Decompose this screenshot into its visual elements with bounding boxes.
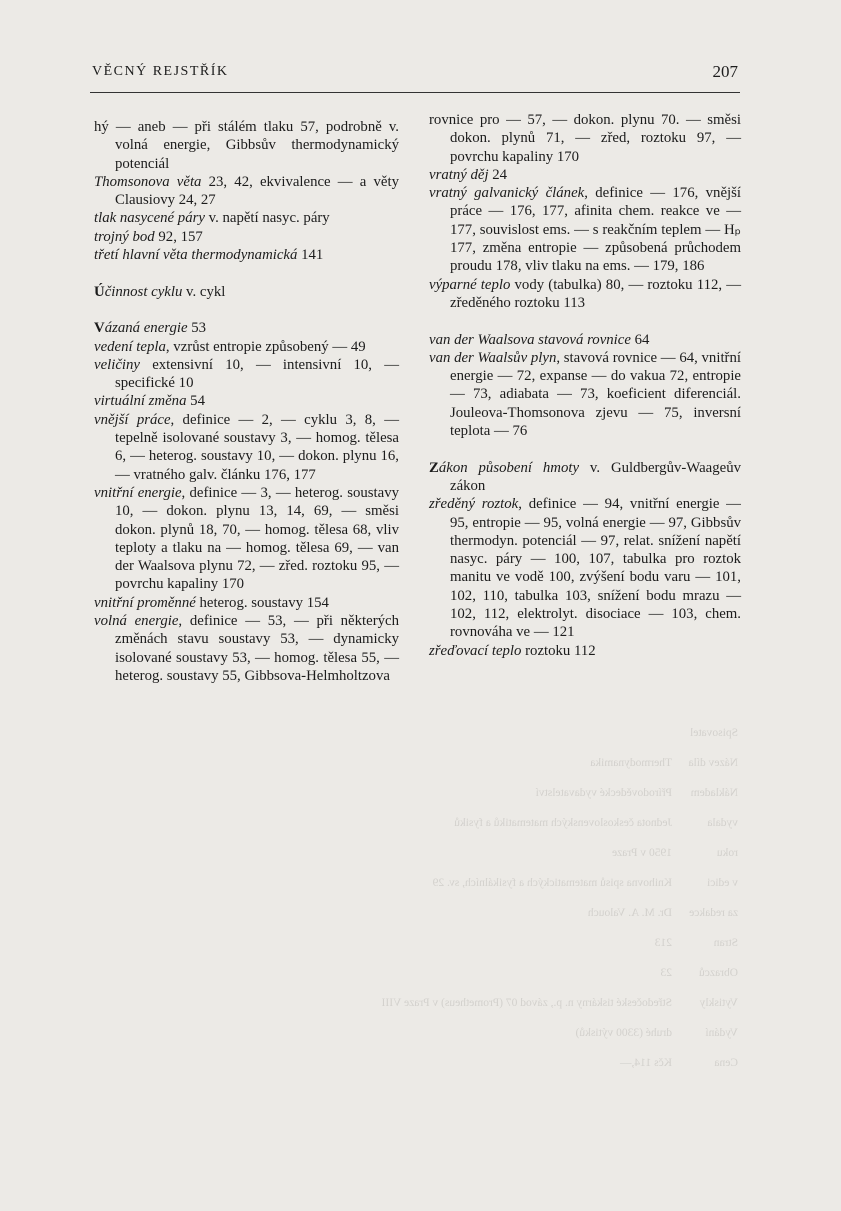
index-locators: , definice — 94, vnitřní energie — 95, entropie — 95, volná energie — 97, Gibbsův thermodyn. potenciál — 97, relat. snížení napětí nasyc. páry — 100, 107, tabulka pro roztok manitu ve vodě 100, zvýšení bodu varu — 101, 102, 110, tabulka 103, snížení bodu mrazu — 102, 112, elektrolyt. disociace — 103, chem. rovnováha ve — 121 xyxy=(450,496,741,641)
index-term: tlak nasycené páry xyxy=(94,210,205,227)
imprint-label: Nákladem xyxy=(690,787,738,799)
index-term: zřeďovací teplo xyxy=(429,642,522,659)
index-locators: 23, 42, ekvivalence — a věty Clausiovy 24, 27 xyxy=(115,173,399,209)
imprint-row xyxy=(438,718,738,748)
index-locators: , definice — 2, — cyklu 3, 8, — tepelně isolované soustavy 3, — homog. tělesa 6, — heterog. soustavy 10, — dokon. plynu 16, — vratného galv. článku 176, 177 xyxy=(115,411,400,483)
index-entry xyxy=(94,484,399,594)
index-entry xyxy=(429,331,741,349)
entry-gap xyxy=(94,301,399,319)
index-term: ákon působení hmoty xyxy=(438,459,580,476)
imprint-label: v edici xyxy=(707,877,738,889)
index-entry xyxy=(94,411,399,484)
index-entry xyxy=(429,349,741,440)
index-locators: , vzrůst entropie způsobený — 49 xyxy=(165,338,366,355)
index-locators: v. napětí nasyc. páry xyxy=(204,210,330,227)
index-entry xyxy=(429,495,741,641)
running-head: VĚCNÝ REJSTŘÍK xyxy=(92,64,229,79)
imprint-value: Knihovna spisů matematických a fysikálních, sv. 29 xyxy=(432,877,672,889)
index-term: vratný galvanický článek xyxy=(429,185,585,202)
index-entry xyxy=(429,459,741,496)
index-term: van der Waalsova stavová rovnice xyxy=(429,331,631,348)
entry-gap xyxy=(429,440,741,458)
index-term: vnitřní proměnné xyxy=(94,594,196,611)
header-rule xyxy=(90,92,740,93)
imprint-row xyxy=(438,958,738,988)
imprint-row xyxy=(438,778,738,808)
imprint-value: druhé (3300 výtisků) xyxy=(575,1027,672,1039)
imprint-row xyxy=(438,748,738,778)
imprint-value: Jednota československých matematiků a fysiků xyxy=(454,817,672,829)
index-locators: 64 xyxy=(630,331,650,348)
section-initial: Ú xyxy=(94,283,105,300)
index-entry xyxy=(429,111,741,166)
index-locators: , definice — 176, vnější práce — 176, 177, afinita chem. reakce ve — 177, souvislost ems. — s reakčním teplem — Hₚ 177, změna entropie — způsobená průchodem proudu 178, vliv tlaku na ems. — 179, 186 xyxy=(450,185,741,275)
index-locators: 92, 157 xyxy=(154,228,203,245)
index-entry xyxy=(94,118,399,173)
imprint-value: Přírodovědecké vydavatelství xyxy=(535,787,672,799)
section-initial: Z xyxy=(429,459,439,476)
imprint-label: Cena xyxy=(714,1057,738,1069)
index-term: van der Waalsův plyn xyxy=(429,349,557,366)
index-locators: v. Guldbergův-Waageův zákon xyxy=(450,459,741,494)
index-locators: 24 xyxy=(488,166,508,183)
index-locators: roztoku 112 xyxy=(521,642,596,659)
index-entry xyxy=(94,594,399,612)
imprint-value: Dr. M. A. Valouch xyxy=(587,907,672,919)
index-term: virtuální změna xyxy=(94,393,187,410)
imprint-label: Spisovatel xyxy=(690,727,738,739)
index-term: vnější práce xyxy=(94,411,171,428)
imprint-value: Thermodynamika xyxy=(590,757,672,769)
index-term: trojný bod xyxy=(94,228,155,245)
index-entry xyxy=(429,642,741,660)
imprint-value: Kčs 114,— xyxy=(620,1057,672,1069)
imprint-row xyxy=(438,1048,738,1078)
imprint-label: Obrazců xyxy=(699,967,738,979)
index-entry xyxy=(94,246,399,264)
imprint-row xyxy=(381,988,738,1018)
index-locators: hý — aneb — při stálém tlaku 57, podrobně v. volná energie, Gibbsův thermodynamický potenciál xyxy=(94,119,399,172)
imprint-label: vydala xyxy=(707,817,738,829)
imprint-row xyxy=(438,898,738,928)
imprint-label: Stran xyxy=(713,937,738,949)
imprint-value: 1950 v Praze xyxy=(611,847,672,859)
entry-gap xyxy=(429,312,741,330)
index-locators: , definice — 3, — heterog. soustavy 10, — dokon. plynu 13, 14, 69, — směsi dokon. plynů 18, 70, — homog. tělesa 68, vliv teploty a tlaku na — homog. tělesa 69, — van der Waalsova plynu 72, — zřed. roztoku 95, — povrchu kapaliny 170 xyxy=(115,484,400,593)
imprint-label: Vytiskly xyxy=(699,997,738,1009)
index-entry xyxy=(94,338,399,356)
index-term: veličiny xyxy=(94,356,141,373)
index-locators: v. cykl xyxy=(182,283,226,300)
imprint-value: 213 xyxy=(654,937,672,949)
index-term: činnost cyklu xyxy=(104,283,183,300)
index-locators: 54 xyxy=(186,393,205,410)
section-initial: V xyxy=(94,320,105,337)
index-locators: , definice — 53, — při některých změnách stavu soustavy 53, — dynamicky isolované soustavy 53, — homog. tělesa 55, — heterog. soustavy 55, Gibbsova-Helmholtzova xyxy=(115,613,399,684)
imprint-row xyxy=(438,928,738,958)
page-header xyxy=(92,62,738,90)
index-entry xyxy=(429,276,741,313)
entry-gap xyxy=(94,264,399,282)
index-term: zředěný roztok xyxy=(429,496,519,513)
imprint-label: za redakce xyxy=(689,907,738,919)
imprint-value: 23 xyxy=(660,967,672,979)
index-column-left xyxy=(94,118,399,685)
index-term: Thomsonova věta xyxy=(94,173,202,190)
index-entry xyxy=(429,166,741,184)
imprint-row xyxy=(438,808,738,838)
index-locators: , stavová rovnice — 64, vnitřní energie — 72, expanse — do vakua 72, entropie — 73, adiabata — 73, koeficient diferenciál. Jouleova-Thomsonova zjevu — 75, inversní teplota — 76 xyxy=(450,349,741,440)
index-locators: vody (tabulka) 80, — roztoku 112, — zředěného roztoku 113 xyxy=(450,276,741,311)
index-term: ázaná energie xyxy=(104,320,188,337)
index-locators: rovnice pro — 57, — dokon. plynu 70. — směsi dokon. plynů 71, — zřed, roztoku 97, — povrchu kapaliny 170 xyxy=(429,112,741,165)
index-term: vedení tepla xyxy=(94,338,166,355)
index-entry xyxy=(94,283,399,301)
index-entry xyxy=(94,209,399,227)
index-term: třetí hlavní věta thermodynamická xyxy=(94,247,298,264)
imprint-bleed-through xyxy=(381,718,738,1078)
index-locators: 53 xyxy=(187,320,207,337)
index-term: vratný děj xyxy=(429,166,489,183)
index-term: výparné teplo xyxy=(429,276,511,293)
imprint-row xyxy=(438,1018,738,1048)
index-column-right xyxy=(429,111,741,660)
index-locators: heterog. soustavy 154 xyxy=(195,594,329,611)
index-entry xyxy=(94,173,399,210)
index-entry xyxy=(429,184,741,275)
imprint-label: Název díla xyxy=(688,757,738,769)
index-locators: extensivní 10, — intensivní 10, — specifické 10 xyxy=(115,356,399,392)
imprint-label: Vydání xyxy=(705,1027,738,1039)
index-entry xyxy=(94,392,399,410)
index-locators: 141 xyxy=(297,247,324,264)
index-entry xyxy=(94,228,399,246)
imprint-row xyxy=(432,868,738,898)
imprint-value: Středočeské tiskárny n. p., závod 07 (Prometheus) v Praze VIII xyxy=(381,997,672,1009)
index-entry xyxy=(94,356,399,393)
imprint-label: roku xyxy=(716,847,738,859)
index-term: vnitřní energie xyxy=(94,484,182,501)
page-number: 207 xyxy=(712,62,738,81)
index-entry xyxy=(94,612,399,685)
imprint-row xyxy=(438,838,738,868)
index-entry xyxy=(94,319,399,337)
index-term: volná energie xyxy=(94,613,179,630)
